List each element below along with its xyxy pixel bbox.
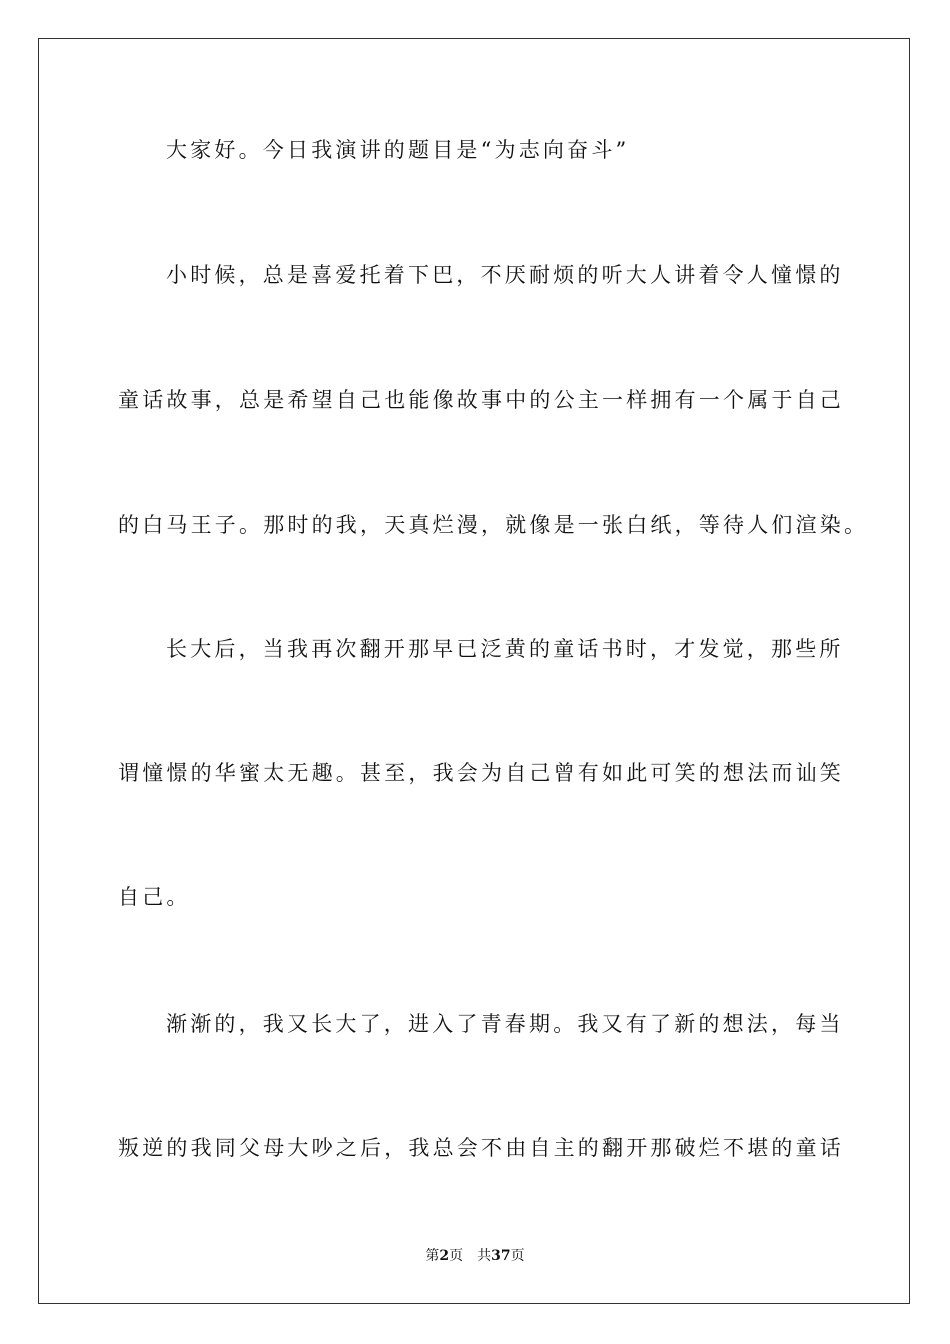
paragraph-line: 长大后，当我再次翻开那早已泛黄的童话书时，才发觉，那些所 xyxy=(166,637,844,661)
paragraph-line: 的白马王子。那时的我，天真烂漫，就像是一张白纸，等待人们渲染。 xyxy=(118,513,869,537)
total-suffix: 页 xyxy=(510,1248,525,1264)
page-footer xyxy=(0,1247,950,1265)
paragraph-line: 小时候，总是喜爱托着下巴，不厌耐烦的听大人讲着令人憧憬的 xyxy=(166,263,844,287)
page-prefix: 第 xyxy=(425,1248,440,1264)
page-number: 2 xyxy=(439,1248,450,1264)
paragraph-line: 叛逆的我同父母大吵之后，我总会不由自主的翻开那破烂不堪的童话 xyxy=(118,1136,844,1160)
paragraph-line: 童话故事，总是希望自己也能像故事中的公主一样拥有一个属于自己 xyxy=(118,388,844,412)
paragraph-line: 渐渐的，我又长大了，进入了青春期。我又有了新的想法，每当 xyxy=(166,1012,844,1036)
page-suffix: 页 xyxy=(449,1248,464,1264)
paragraph-line: 谓憧憬的华蜜太无趣。甚至，我会为自己曾有如此可笑的想法而讪笑 xyxy=(118,761,844,785)
paragraph-line: 大家好。今日我演讲的题目是“为志向奋斗” xyxy=(166,138,630,162)
page-border xyxy=(38,38,910,1304)
total-pages: 37 xyxy=(491,1248,511,1264)
paragraph-line: 自己。 xyxy=(118,885,191,909)
total-prefix: 共 xyxy=(477,1248,492,1264)
